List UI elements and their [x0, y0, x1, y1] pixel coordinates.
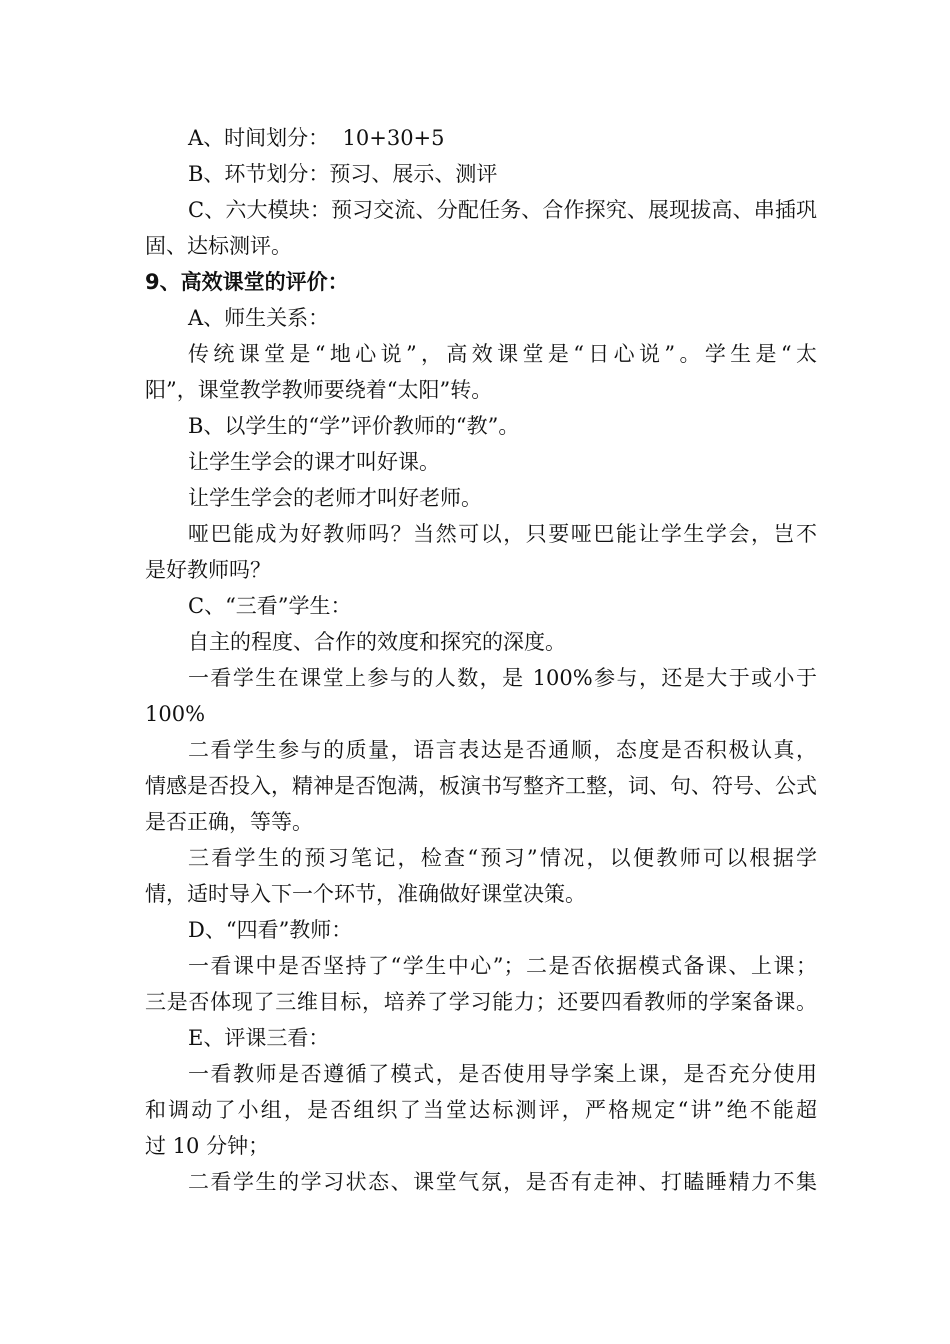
paragraph-line: 三是否体现了三维目标，培养了学习能力；还要四看教师的学案备课。 — [145, 990, 817, 1014]
paragraph-line: 哑巴能成为好教师吗？当然可以，只要哑巴能让学生学会，岂不 — [188, 522, 817, 546]
paragraph-line: 过 10 分钟； — [145, 1134, 270, 1158]
paragraph-line: 一看课中是否坚持了“学生中心”；二是否依据模式备课、上课； — [188, 954, 817, 978]
four-looks-teachers-label: D、“四看”教师： — [188, 918, 353, 942]
paragraph-line: 三看学生的预习笔记，检查“预习”情况，以便教师可以根据学 — [188, 846, 817, 870]
paragraph-line: 100% — [145, 702, 206, 726]
three-looks-students-label: C、“三看”学生： — [188, 594, 352, 618]
paragraph-line: 和调动了小组，是否组织了当堂达标测评，严格规定“讲”绝不能超 — [145, 1098, 817, 1122]
stage-division-line: B、环节划分：预习、展示、测评 — [188, 162, 498, 186]
document-page — [145, 120, 817, 1200]
paragraph-line: 是好教师吗？ — [145, 558, 271, 582]
paragraph-line: 二看学生的学习状态、课堂气氛，是否有走神、打瞌睡精力不集 — [188, 1170, 817, 1194]
six-modules-line: C、六大模块：预习交流、分配任务、合作探究、展现拔高、串插巩 — [188, 198, 817, 222]
paragraph-line: 自主的程度、合作的效度和探究的深度。 — [188, 630, 566, 654]
paragraph-line: 情，适时导入下一个环节，准确做好课堂决策。 — [145, 882, 586, 906]
section-heading-evaluation: 9、高效课堂的评价： — [145, 270, 349, 294]
lesson-review-three-looks-label: E、评课三看： — [188, 1026, 330, 1050]
teacher-student-relation-label: A、师生关系： — [188, 306, 330, 330]
learning-evaluates-teaching-label: B、以学生的“学”评价教师的“教”。 — [188, 414, 520, 438]
paragraph-line: 一看学生在课堂上参与的人数，是 100%参与，还是大于或小于 — [188, 666, 817, 690]
paragraph-line: 是否正确，等等。 — [145, 810, 313, 834]
paragraph-line: 阳”，课堂教学教师要绕着“太阳”转。 — [145, 378, 493, 402]
paragraph-line: 让学生学会的老师才叫好老师。 — [188, 486, 482, 510]
paragraph-line: 传统课堂是“地心说”，高效课堂是“日心说”。学生是“太 — [188, 342, 817, 366]
time-division-line: A、时间划分： 10+30+5 — [188, 126, 445, 150]
paragraph-line: 一看教师是否遵循了模式，是否使用导学案上课，是否充分使用 — [188, 1062, 817, 1086]
paragraph-line: 二看学生参与的质量，语言表达是否通顺，态度是否积极认真， — [188, 738, 817, 762]
six-modules-continuation: 固、达标测评。 — [145, 234, 292, 258]
paragraph-line: 情感是否投入，精神是否饱满，板演书写整齐工整，词、句、符号、公式 — [145, 774, 817, 798]
paragraph-line: 让学生学会的课才叫好课。 — [188, 450, 440, 474]
